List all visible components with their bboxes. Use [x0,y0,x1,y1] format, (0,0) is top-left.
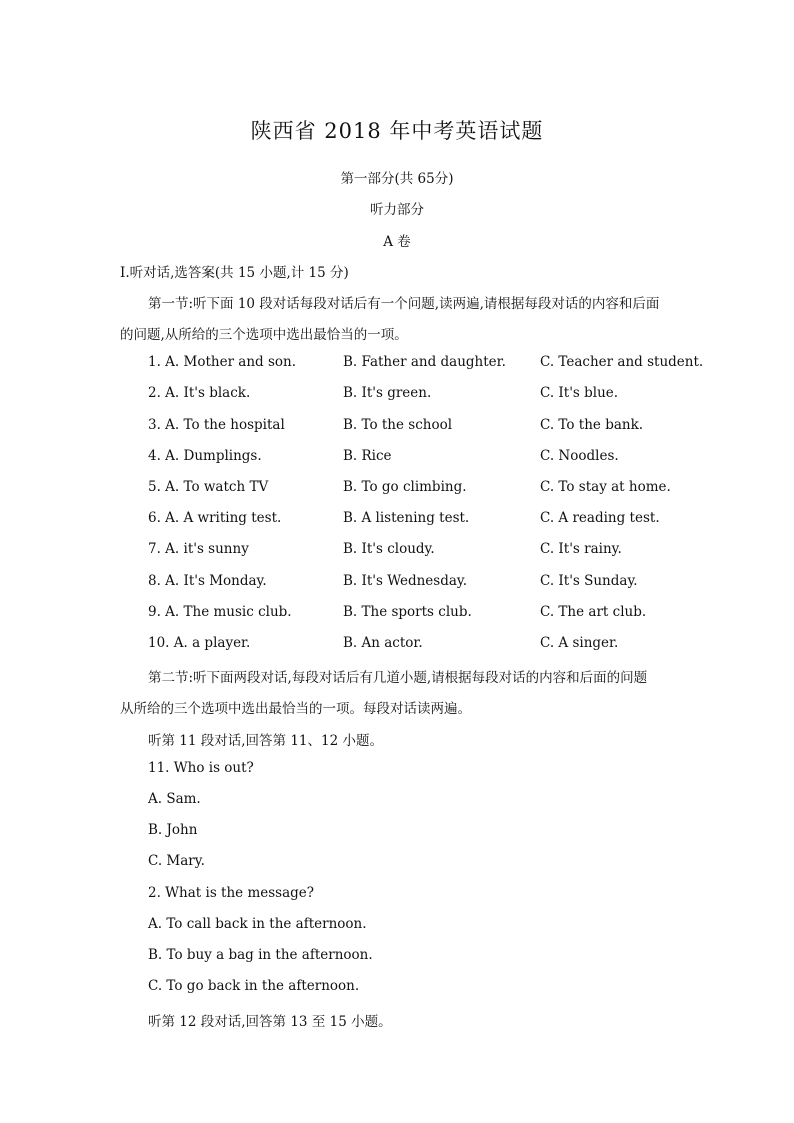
option-a: 9. A. The music club. [148,604,292,620]
part-heading: 第一部分(共 65分) [340,171,454,187]
option-a: 7. A. it's sunny [148,541,249,557]
option-a: 6. A. A writing test. [148,510,282,526]
option-b: B. Rice [343,448,392,464]
option-c: C. It's blue. [540,385,619,401]
question-row [148,354,708,374]
question-row [148,573,708,593]
option-a: 8. A. It's Monday. [148,573,267,589]
section2-instruction-line2: 从所给的三个选项中选出最恰当的一项。每段对话读两遍。 [120,701,471,717]
question-row [148,604,708,624]
option-b: B. It's cloudy. [343,541,435,557]
option-b: B. An actor. [343,635,423,651]
question-12-option-a: A. To call back in the afternoon. [148,916,367,932]
option-a: 5. A. To watch TV [148,479,269,495]
question-row [148,635,708,655]
question-row [148,510,708,530]
option-c: C. It's rainy. [540,541,622,557]
question-11-option-c: C. Mary. [148,853,205,869]
question-group-heading: I.听对话,选答案(共 15 小题,计 15 分) [120,265,349,281]
option-c: C. It's Sunday. [540,573,638,589]
option-c: C. To the bank. [540,417,644,433]
dialog-12-heading: 听第 12 段对话,回答第 13 至 15 小题。 [148,1014,392,1030]
section-heading: 听力部分 [370,202,424,218]
option-a: 3. A. To the hospital [148,417,285,433]
question-row [148,417,708,437]
volume-heading: A 卷 [383,234,411,250]
question-12: 2. What is the message? [148,885,315,901]
question-11: 11. Who is out? [148,760,254,776]
section2-instruction-line1: 第二节:听下面两段对话,每段对话后有几道小题,请根据每段对话的内容和后面的问题 [148,670,648,686]
option-a: 2. A. It's black. [148,385,251,401]
option-c: C. Teacher and student. [540,354,704,370]
option-a: 10. A. a player. [148,635,251,651]
question-12-option-b: B. To buy a bag in the afternoon. [148,947,373,963]
section1-instruction-line2: 的问题,从所给的三个选项中选出最恰当的一项。 [120,327,408,343]
page-title: 陕西省 2018 年中考英语试题 [250,119,544,143]
option-b: B. It's green. [343,385,432,401]
question-row [148,541,708,561]
question-12-option-c: C. To go back in the afternoon. [148,978,360,994]
option-b: B. To go climbing. [343,479,467,495]
question-11-option-a: A. Sam. [148,791,201,807]
option-a: 1. A. Mother and son. [148,354,297,370]
dialog-11-heading: 听第 11 段对话,回答第 11、12 小题。 [148,733,383,749]
option-c: C. Noodles. [540,448,619,464]
option-c: C. A reading test. [540,510,660,526]
question-row [148,479,708,499]
option-a: 4. A. Dumplings. [148,448,262,464]
option-b: B. Father and daughter. [343,354,506,370]
option-c: C. A singer. [540,635,619,651]
option-b: B. It's Wednesday. [343,573,468,589]
option-b: B. A listening test. [343,510,470,526]
question-row [148,448,708,468]
option-b: B. The sports club. [343,604,472,620]
question-11-option-b: B. John [148,822,198,838]
question-row [148,385,708,405]
option-c: C. The art club. [540,604,647,620]
option-b: B. To the school [343,417,453,433]
section1-instruction-line1: 第一节:听下面 10 段对话每段对话后有一个问题,读两遍,请根据每段对话的内容和后面 [148,296,660,312]
option-c: C. To stay at home. [540,479,671,495]
